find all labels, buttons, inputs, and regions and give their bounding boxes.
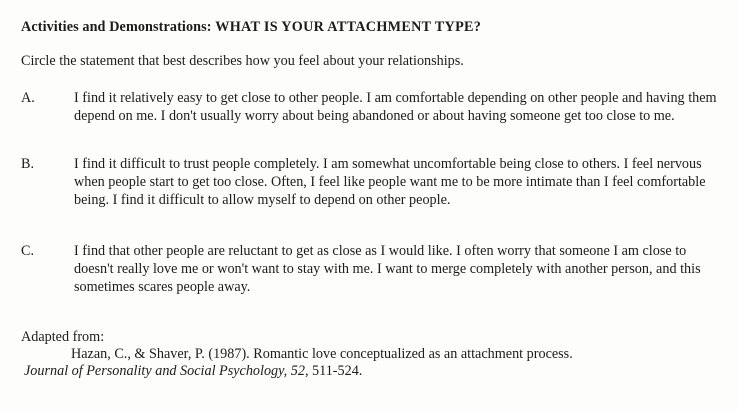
instruction-text: Circle the statement that best describes how you feel about your relationships.	[21, 53, 464, 69]
citation-pages: 511-524.	[308, 363, 363, 379]
heading-prefix: Activities and Demonstrations:	[21, 19, 212, 35]
statement-c-text: I find that other people are reluctant to get as close as I would like. I often worry that someone I am close to doesn't really love me or won't want to stay with me. I want to merge completely with another person, and this sometimes scares people away.	[74, 243, 701, 295]
statement-c-letter: C.	[21, 243, 35, 259]
statement-a-text: I find it relatively easy to get close to other people. I am comfortable depending on other people and having them depend on me. I don't usually worry about being abandoned or about having someone get too close to me.	[74, 90, 717, 124]
heading-title: WHAT IS YOUR ATTACHMENT TYPE?	[215, 19, 482, 35]
citation-journal-line	[24, 363, 362, 380]
citation-journal: Journal of Personality and Social Psychology, 52,	[24, 363, 309, 379]
statement-b-text: I find it difficult to trust people completely. I am somewhat uncomfortable being close to others. I feel nervous when people start to get too close. Often, I feel like people want me to be more intimate than I feel comfortable being. I find it difficult to allow myself to depend on other people.	[74, 156, 706, 208]
page-heading	[21, 19, 481, 36]
source-label: Adapted from:	[21, 329, 105, 345]
statement-a-letter: A.	[21, 90, 35, 106]
statement-b-letter: B.	[21, 156, 35, 172]
citation-authors: Hazan, C., & Shaver, P. (1987). Romantic love conceptualized as an attachment process.	[71, 346, 573, 362]
